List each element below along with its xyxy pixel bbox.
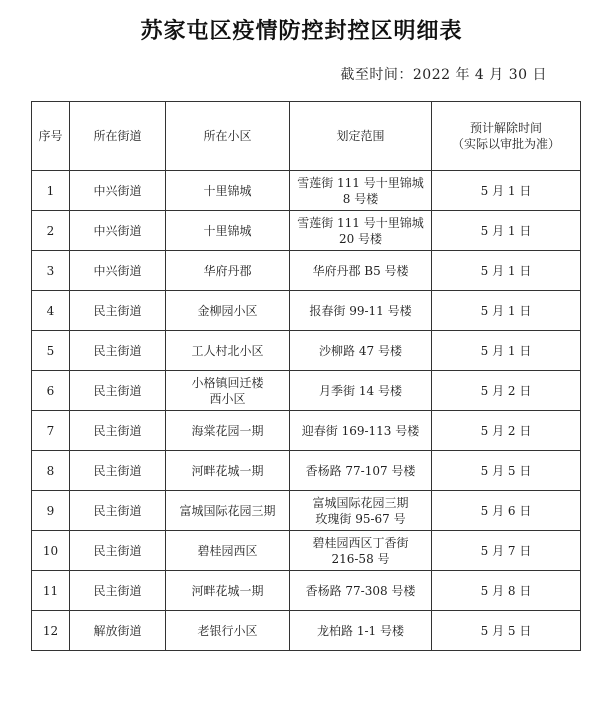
cell-community [166,571,290,611]
cell-street: 中兴街道 [70,171,166,211]
cell-street: 民主街道 [70,531,166,571]
table-row [32,531,581,571]
cell-release-time: 5 月 2 日 [432,411,581,451]
cell-range-line: 迎春街 169-113 号楼 [301,423,420,438]
cell-seq: 3 [32,251,70,291]
cell-street: 民主街道 [70,371,166,411]
cell-seq: 11 [32,571,70,611]
cell-range [290,611,432,651]
cell-range-line: 雪莲街 111 号十里锦城 [297,175,424,190]
cell-range [290,571,432,611]
cell-community-line: 河畔花城一期 [191,583,264,598]
header-release-time [432,102,581,171]
header-community: 所在小区 [166,102,290,171]
cell-community [166,331,290,371]
cell-community [166,171,290,211]
cell-seq: 9 [32,491,70,531]
cell-seq: 5 [32,331,70,371]
cell-street: 解放街道 [70,611,166,651]
cell-release-time: 5 月 5 日 [432,611,581,651]
cell-range [290,371,432,411]
cell-range [290,531,432,571]
cell-seq: 7 [32,411,70,451]
cell-seq: 2 [32,211,70,251]
cell-community [166,451,290,491]
cell-community-line: 碧桂园西区 [197,543,258,558]
cell-seq: 12 [32,611,70,651]
table-row [32,451,581,491]
cell-community-line: 金柳园小区 [197,303,258,318]
cell-release-time: 5 月 1 日 [432,251,581,291]
table-row [32,411,581,451]
cell-community [166,371,290,411]
cell-street: 中兴街道 [70,211,166,251]
cell-range [290,491,432,531]
cell-community [166,411,290,451]
cell-range-line: 玫瑰街 95-67 号 [315,511,406,526]
cell-range-line: 华府丹郡 B5 号楼 [312,263,409,278]
cell-community-line: 西小区 [209,391,246,406]
cell-seq: 6 [32,371,70,411]
header-range: 划定范围 [290,102,432,171]
header-street: 所在街道 [70,102,166,171]
cell-range [290,411,432,451]
cell-range-line: 香杨路 77-308 号楼 [305,583,416,598]
cell-release-time: 5 月 1 日 [432,211,581,251]
cell-range [290,211,432,251]
cell-range-line: 沙柳路 47 号楼 [319,343,402,358]
cell-street: 民主街道 [70,451,166,491]
header-release-time-line1: 预计解除时间 [469,121,542,135]
cell-release-time: 5 月 5 日 [432,451,581,491]
table-row [32,371,581,411]
cell-release-time: 5 月 6 日 [432,491,581,531]
cell-community-line: 十里锦城 [203,183,252,198]
cell-community-line: 老银行小区 [197,623,258,638]
cell-release-time: 5 月 1 日 [432,291,581,331]
cell-community [166,491,290,531]
table-row [32,171,581,211]
page-title: 苏家屯区疫情防控封控区明细表 [140,19,463,44]
cell-community [166,611,290,651]
cell-seq: 8 [32,451,70,491]
cell-community [166,211,290,251]
cell-community-line: 工人村北小区 [191,343,264,358]
table-body [32,171,581,651]
cell-release-time: 5 月 2 日 [432,371,581,411]
cell-range [290,171,432,211]
table-row [32,211,581,251]
table-row [32,291,581,331]
cell-community-line: 华府丹郡 [203,263,252,278]
cell-range-line: 20 号楼 [338,231,383,246]
cell-community [166,531,290,571]
cell-release-time: 5 月 7 日 [432,531,581,571]
cell-seq: 1 [32,171,70,211]
table-header-row [32,102,581,171]
cell-community-line: 十里锦城 [203,223,252,238]
cell-range-line: 富城国际花园三期 [312,495,409,510]
cell-community-line: 小格镇回迁楼 [191,375,264,390]
cell-range-line: 216-58 号 [331,551,390,566]
cell-range-line: 碧桂园西区丁香街 [312,535,409,550]
cell-community [166,291,290,331]
cell-release-time: 5 月 8 日 [432,571,581,611]
cell-release-time: 5 月 1 日 [432,171,581,211]
cell-seq: 10 [32,531,70,571]
cell-range-line: 龙柏路 1-1 号楼 [317,623,404,638]
cell-street: 民主街道 [70,491,166,531]
cell-community [166,251,290,291]
cell-range [290,291,432,331]
table-row [32,611,581,651]
cell-range-line: 月季街 14 号楼 [319,383,402,398]
cell-community-line: 河畔花城一期 [191,463,264,478]
deadline-date: 截至时间：2022 年 4 月 30 日 [340,67,547,83]
cell-release-time: 5 月 1 日 [432,331,581,371]
header-seq: 序号 [32,102,70,171]
cell-street: 中兴街道 [70,251,166,291]
table-row [32,491,581,531]
cell-range-line: 香杨路 77-107 号楼 [305,463,416,478]
table-row [32,571,581,611]
cell-range [290,251,432,291]
cell-range-line: 雪莲街 111 号十里锦城 [297,215,424,230]
cell-range [290,451,432,491]
cell-range-line: 报春街 99-11 号楼 [309,303,412,318]
header-release-time-line2: （实际以审批为准） [451,137,560,151]
cell-street: 民主街道 [70,571,166,611]
lockdown-area-table [31,101,581,651]
cell-range [290,331,432,371]
cell-street: 民主街道 [70,331,166,371]
cell-seq: 4 [32,291,70,331]
cell-community-line: 富城国际花园三期 [179,503,276,518]
cell-street: 民主街道 [70,411,166,451]
table-row [32,331,581,371]
cell-community-line: 海棠花园一期 [191,423,264,438]
table-row [32,251,581,291]
cell-range-line: 8 号楼 [342,191,379,206]
cell-street: 民主街道 [70,291,166,331]
